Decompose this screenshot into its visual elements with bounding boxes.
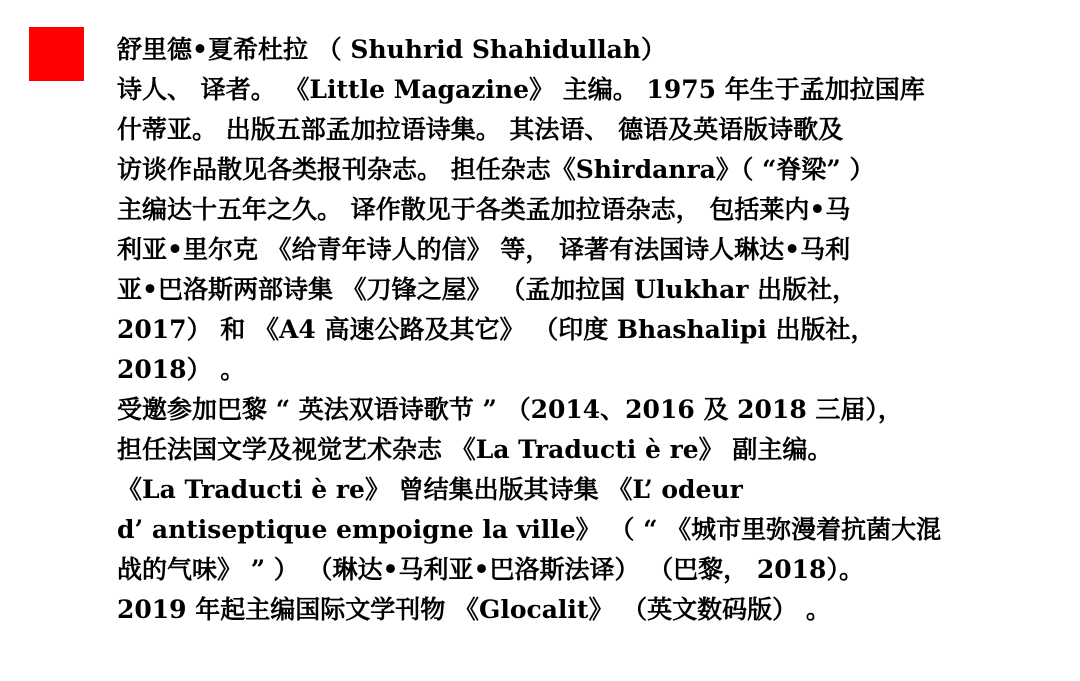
bio-line: 2018） 。 (117, 355, 246, 384)
bio-line: 诗人、 译者。 《Little Magazine》 主编。 1975 年生于孟加拉国库 (117, 75, 925, 104)
bio-line: 2017） 和 《A4 高速公路及其它》 （印度 Bhashalipi 出版社， (117, 315, 876, 344)
bio-line: 主编达十五年之久。 译作散见于各类孟加拉语杂志， 包括莱内•马 (117, 195, 851, 224)
red-accent-square (29, 27, 84, 81)
bio-text-block (117, 30, 1067, 630)
bio-line: 受邀参加巴黎 “ 英法双语诗歌节 ” （2014、2016 及 2018 三届）， (117, 395, 903, 424)
bio-heading: 舒里德•夏希杜拉 （ Shuhrid Shahidullah） (117, 35, 666, 64)
bio-line: 战的气味》 ” ） （琳达•马利亚•巴洛斯法译） （巴黎， 2018）。 (117, 555, 864, 584)
bio-line: d’ antiseptique empoigne la ville》 （ “ 《城市里弥漫着抗菌大混 (117, 515, 942, 544)
bio-line: 亚•巴洛斯两部诗集 《刀锋之屋》 （孟加拉国 Ulukhar 出版社， (117, 275, 858, 304)
bio-line: 担任法国文学及视觉艺术杂志 《La Traducti è re》 副主编。 (117, 435, 833, 464)
bio-line: 访谈作品散见各类报刊杂志。 担任杂志《Shirdanra》（ “脊梁” ） (117, 155, 875, 184)
bio-line: 利亚•里尔克 《给青年诗人的信》 等， 译著有法国诗人琳达•马利 (117, 235, 851, 264)
bio-line: 《La Traducti è re》 曾结集出版其诗集 《L’ odeur (117, 475, 743, 504)
bio-line: 什蒂亚。 出版五部孟加拉语诗集。 其法语、 德语及英语版诗歌及 (117, 115, 844, 144)
bio-line: 2019 年起主编国际文学刊物 《Glocalit》 （英文数码版） 。 (117, 595, 831, 624)
